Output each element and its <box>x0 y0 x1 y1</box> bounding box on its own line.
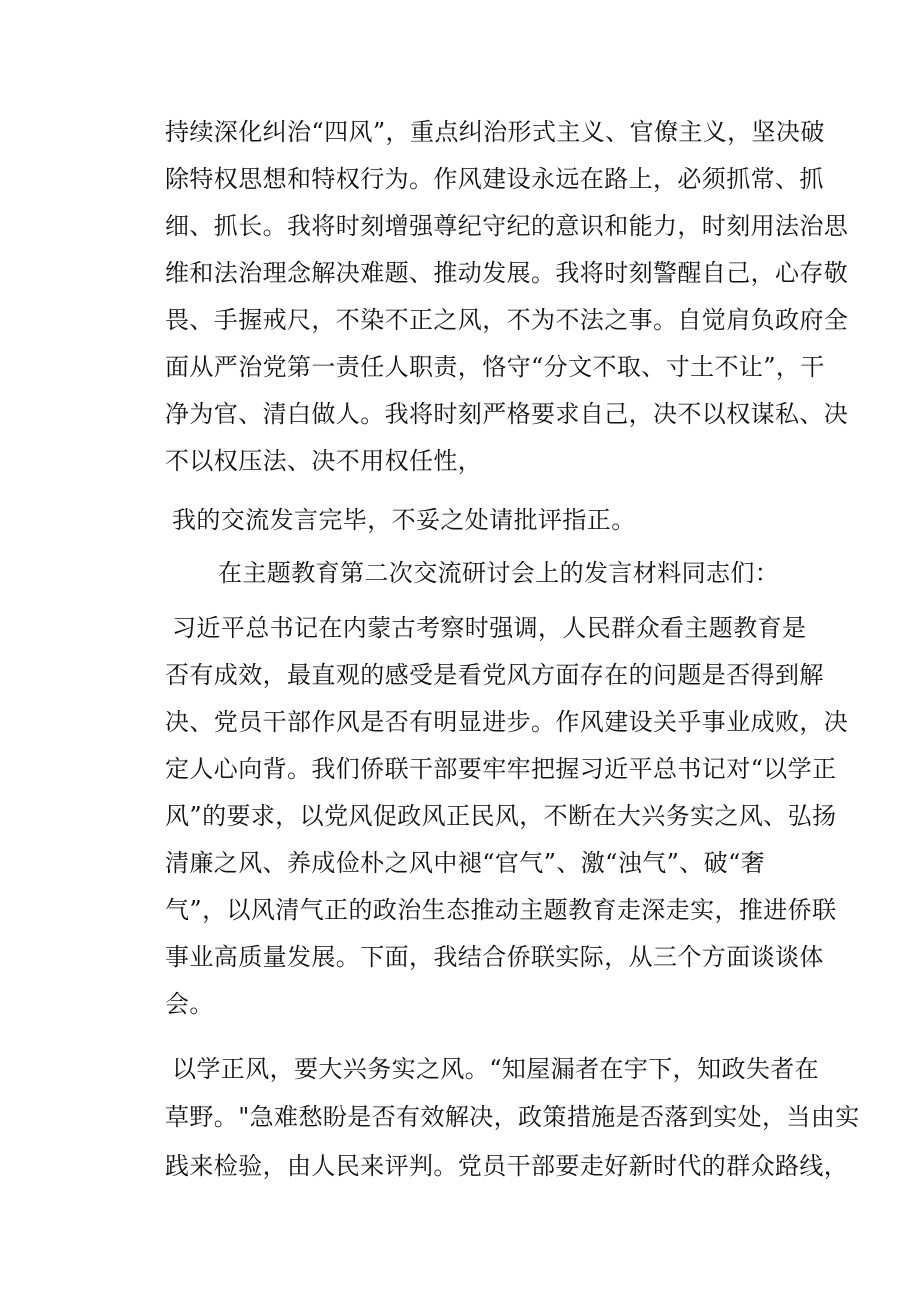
text-line: 定人心向背。我们侨联干部要牢牢把握习近平总书记对“以学正 <box>165 755 837 783</box>
text-line: 风”的要求，以党风促政风正民风，不断在大兴务实之风、弘扬 <box>165 802 837 830</box>
text-line: 维和法治理念解决难题、推动发展。我将时刻警醒自己，心存敬 <box>165 259 849 287</box>
text-line: 践来检验，由人民来评判。党员干部要走好新时代的群众路线， <box>165 1152 849 1180</box>
text-line: 净为官、清白做人。我将时刻严格要求自己，决不以权谋私、决 <box>165 400 849 428</box>
text-line: 否有成效，最直观的感受是看党风方面存在的问题是否得到解 <box>165 661 824 689</box>
text-line: 除特权思想和特权行为。作风建设永远在路上，必须抓常、抓 <box>165 165 824 193</box>
text-line: 细、抓长。我将时刻增强尊纪守纪的意识和能力，时刻用法治思 <box>165 212 849 240</box>
text-line: 以学正风，要大兴务实之风。“知屋漏者在宇下，知政失者在 <box>172 1055 820 1083</box>
text-line: 草野。"急难愁盼是否有效解决，政策措施是否落到实处，当由实 <box>165 1103 860 1131</box>
section-heading: 在主题教育第二次交流研讨会上的发言材料同志们： <box>218 559 780 587</box>
text-line: 畏、手握戒尺，不染不正之风，不为不法之事。自觉肩负政府全 <box>165 306 849 334</box>
text-line: 清廉之风、养成俭朴之风中褪“官气”、激“浊气”、破“奢 <box>165 849 766 877</box>
text-line: 持续深化纠治“四风”，重点纠治形式主义、官僚主义，坚决破 <box>165 118 825 146</box>
text-line: 气”，以风清气正的政治生态推动主题教育走深走实，推进侨联 <box>165 896 837 924</box>
text-line: 事业高质量发展。下面，我结合侨联实际，从三个方面谈谈体 <box>165 943 824 971</box>
text-line: 会。 <box>165 990 214 1018</box>
text-line: 决、党员干部作风是否有明显进步。作风建设关乎事业成败，决 <box>165 708 849 736</box>
text-line: 不以权压法、决不用权任性， <box>165 447 483 475</box>
text-line: 面从严治党第一责任人职责，恪守“分文不取、寸土不让”，干 <box>165 353 825 381</box>
closing-line: 我的交流发言完毕，不妥之处请批评指正。 <box>172 506 636 534</box>
text-line: 习近平总书记在内蒙古考察时强调，人民群众看主题教育是 <box>172 614 807 642</box>
